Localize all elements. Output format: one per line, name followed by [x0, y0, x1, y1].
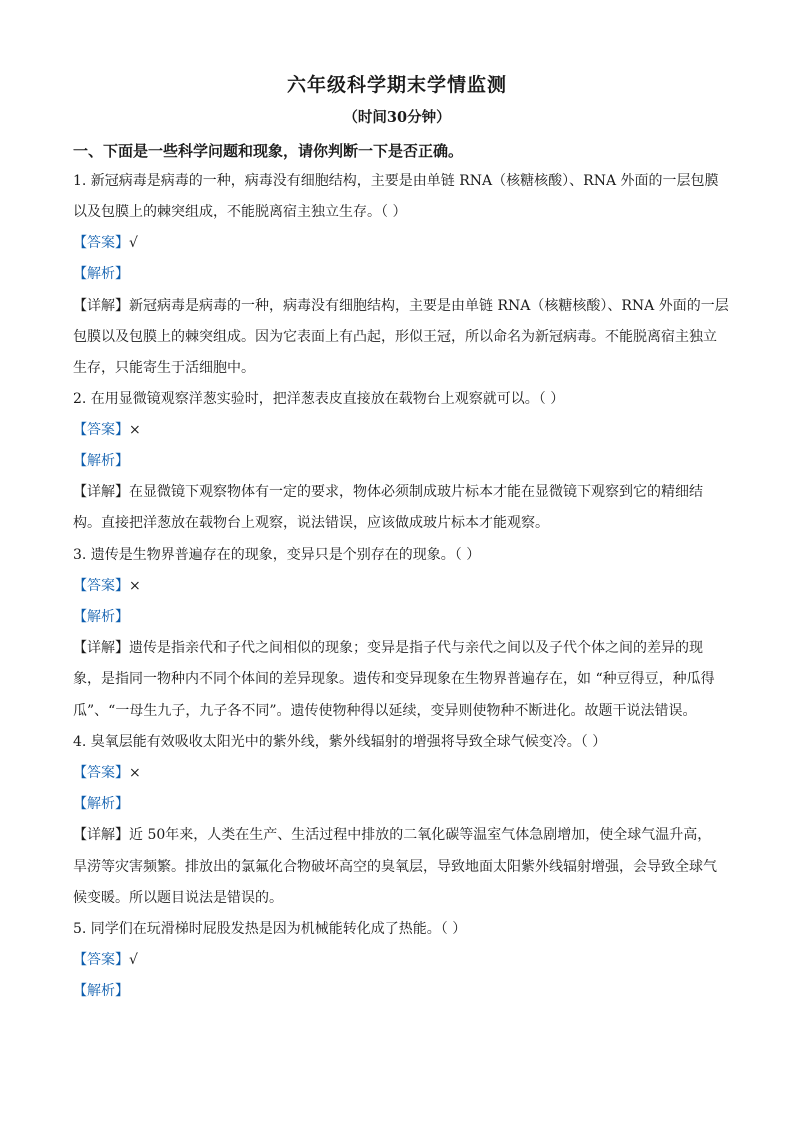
question-2-line-1: 2. 在用显微镜观察洋葱实验时，把洋葱表皮直接放在载物台上观察就可以。（ ）: [73, 391, 565, 407]
detail-text: 新冠病毒是病毒的一种，病毒没有细胞结构，主要是由单链 RNA（核糖核酸）、RNA 外面的一层: [129, 298, 729, 314]
section-heading: 一、下面是一些科学问题和现象，请你判断一下是否正确。: [73, 142, 464, 160]
answer-label: 【答案】: [73, 235, 129, 251]
answer-label: 【答案】: [73, 578, 129, 594]
detail-line: [73, 825, 723, 845]
question-1-line-2: 以及包膜上的棘突组成，不能脱离宿主独立生存。（ ）: [73, 204, 407, 220]
question-5-line-1: 5. 同学们在玩滑梯时屁股发热是因为机械能转化成了热能。（ ）: [73, 921, 467, 937]
analysis-row: [73, 607, 723, 627]
analysis-label: 【解析】: [73, 983, 129, 999]
answer-value: √: [129, 952, 138, 968]
answer-value: √: [129, 235, 138, 251]
detail-label: 【详解】: [73, 484, 129, 500]
detail-line: 候变暖。所以题目说法是错误的。: [73, 890, 283, 906]
question-3-line-1: 3. 遗传是生物界普遍存在的现象，变异只是个别存在的现象。（ ）: [73, 547, 481, 563]
detail-line: 包膜以及包膜上的棘突组成。因为它表面上有凸起，形似王冠，所以命名为新冠病毒。不能脱离宿主独立: [73, 329, 717, 345]
detail-text: 遗传是指亲代和子代之间相似的现象；变异是指子代与亲代之间以及子代个体之间的差异的现: [129, 640, 703, 656]
answer-label: 【答案】: [73, 952, 129, 968]
analysis-label: 【解析】: [73, 796, 129, 812]
answer-row: [73, 233, 723, 253]
question-1-line-1: 1. 新冠病毒是病毒的一种，病毒没有细胞结构，主要是由单链 RNA（核糖核酸）、RNA 外面的一层包膜: [73, 173, 719, 189]
analysis-label: 【解析】: [73, 266, 129, 282]
answer-row: [73, 763, 723, 783]
detail-line: 构。直接把洋葱放在载物台上观察，说法错误，应该做成玻片标本才能观察。: [73, 515, 549, 531]
time-limit: （时间30分钟）: [343, 109, 451, 126]
detail-label: 【详解】: [73, 827, 129, 843]
detail-line: [73, 638, 723, 658]
analysis-label: 【解析】: [73, 453, 129, 469]
detail-line: [73, 482, 723, 502]
detail-label: 【详解】: [73, 640, 129, 656]
analysis-row: [73, 451, 723, 471]
answer-value: ×: [129, 765, 141, 781]
detail-text: 近 50年来，人类在生产、生活过程中排放的二氧化碳等温室气体急剧增加，使全球气温升高，: [129, 827, 712, 843]
answer-row: [73, 420, 723, 440]
detail-line: 旱涝等灾害频繁。排放出的氯氟化合物破坏高空的臭氧层，导致地面太阳紫外线辐射增强，会导致全球气: [73, 859, 717, 875]
answer-row: [73, 576, 723, 596]
detail-line: 象，是指同一物种内不同个体间的差异现象。遗传和变异现象在生物界普遍存在，如 “种豆得豆，种瓜得: [73, 671, 715, 687]
analysis-row: [73, 794, 723, 814]
answer-label: 【答案】: [73, 422, 129, 438]
detail-label: 【详解】: [73, 298, 129, 314]
answer-label: 【答案】: [73, 765, 129, 781]
page-title: 六年级科学期末学情监测: [286, 74, 507, 96]
analysis-row: [73, 264, 723, 284]
detail-text: 在显微镜下观察物体有一定的要求，物体必须制成玻片标本才能在显微镜下观察到它的精细结: [129, 484, 703, 500]
detail-line: [73, 296, 729, 316]
detail-line: 瓜”、“一母生九子，九子各不同”。遗传使物种得以延续，变异则使物种不断进化。故题干说法错误。: [73, 703, 697, 719]
analysis-label: 【解析】: [73, 609, 129, 625]
answer-row: [73, 950, 723, 970]
analysis-row: [73, 981, 723, 1001]
answer-value: ×: [129, 422, 141, 438]
answer-value: ×: [129, 578, 141, 594]
detail-line: 生存，只能寄生于活细胞中。: [73, 360, 255, 376]
question-4-line-1: 4. 臭氧层能有效吸收太阳光中的紫外线，紫外线辐射的增强将导致全球气候变冷。（ ）: [73, 734, 607, 750]
